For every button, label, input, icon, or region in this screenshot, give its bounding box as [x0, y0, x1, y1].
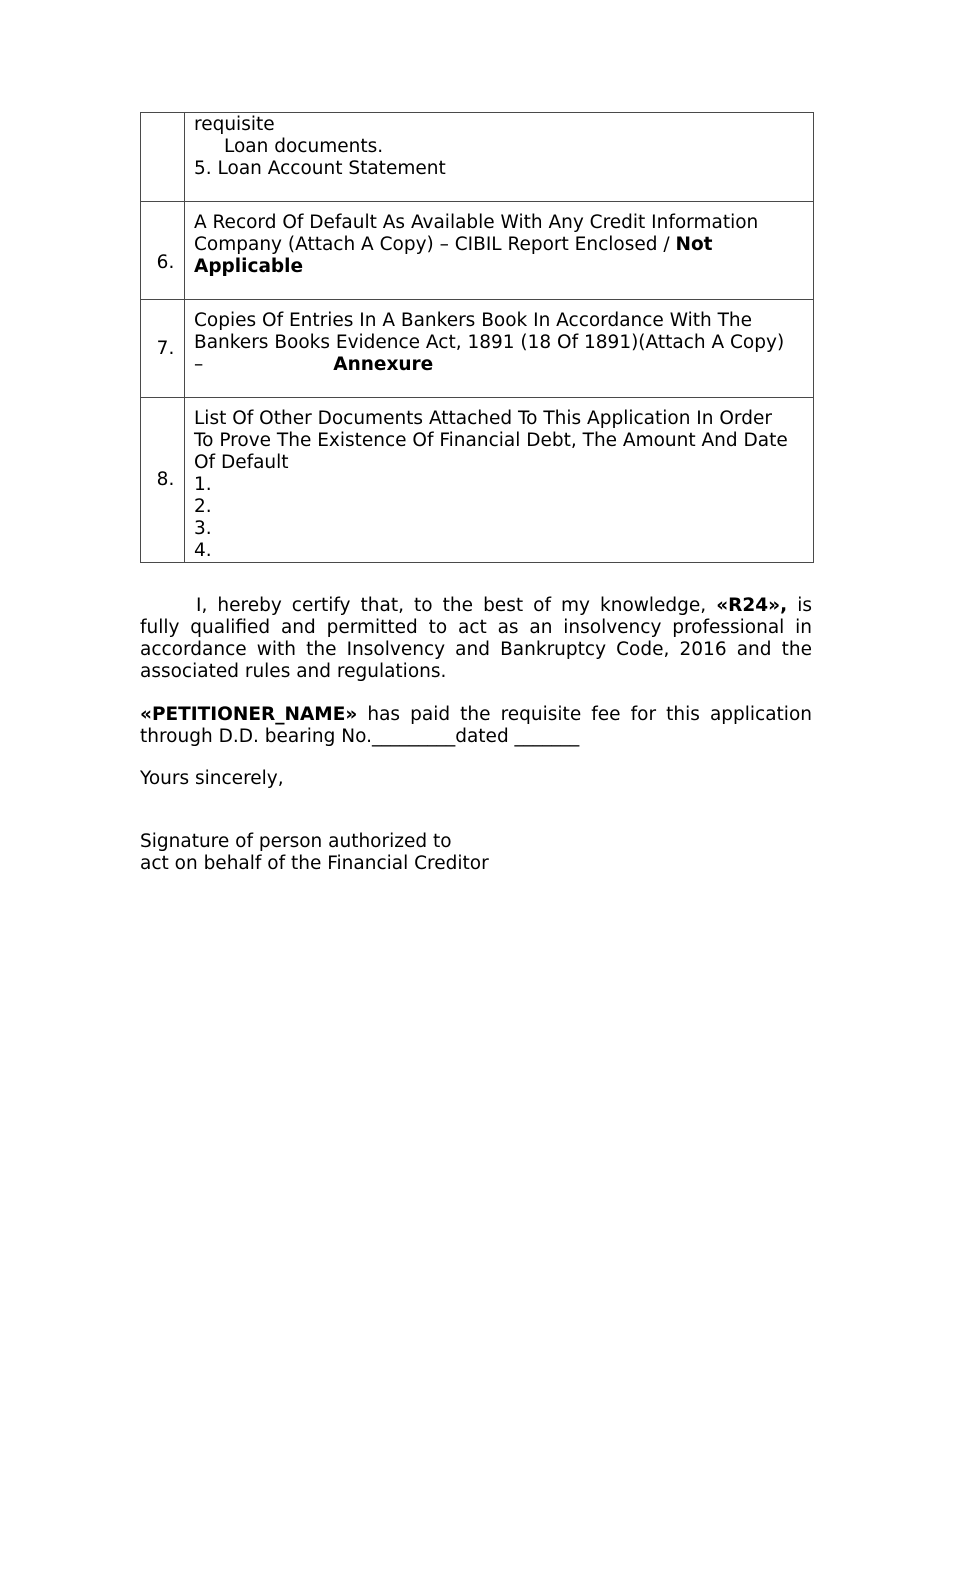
fee-paragraph [140, 704, 812, 748]
table-row [141, 398, 814, 563]
row-text-line: A Record Of Default As Available With Any Credit Information [194, 212, 759, 233]
row-content-cell [185, 300, 814, 398]
list-item: 2. [194, 496, 212, 517]
paragraph-line: fully qualified and permitted to act as an insolvency professional in [140, 617, 812, 638]
signature-line: act on behalf of the Financial Creditor [140, 853, 489, 874]
list-item: 1. [194, 474, 212, 495]
paragraph-line: «PETITIONER_NAME» has paid the requisite fee for this application [140, 704, 812, 725]
row-number-cell [141, 113, 185, 202]
row-text-line: – Annexure [194, 354, 434, 375]
row-number-cell: 7. [141, 300, 185, 398]
petitioner-name-placeholder: «PETITIONER_NAME» [140, 704, 358, 725]
row-content-cell [185, 202, 814, 300]
list-item: 4. [194, 540, 212, 561]
closing-text: Yours sincerely, [140, 768, 284, 789]
not-applicable-bold: Applicable [194, 256, 304, 277]
r24-placeholder: «R24», [716, 595, 788, 616]
annexure-bold: Annexure [333, 354, 434, 375]
signature-block [140, 831, 812, 875]
certification-paragraph [140, 595, 812, 683]
table-row [141, 202, 814, 300]
list-item: 3. [194, 518, 212, 539]
row-text-line: To Prove The Existence Of Financial Debt, The Amount And Date [194, 430, 788, 451]
row-text-line: Of Default [194, 452, 289, 473]
paragraph-line: associated rules and regulations. [140, 661, 447, 682]
row-number-cell: 8. [141, 398, 185, 563]
paragraph-line: accordance with the Insolvency and Bankruptcy Code, 2016 and the [140, 639, 812, 660]
signature-line: Signature of person authorized to [140, 831, 452, 852]
row-text-line: Loan documents. [224, 136, 384, 157]
row-text-line: List Of Other Documents Attached To This Application In Order [194, 408, 772, 429]
row-number-cell: 6. [141, 202, 185, 300]
row-text-line: Bankers Books Evidence Act, 1891 (18 Of 1891)(Attach A Copy) [194, 332, 785, 353]
paragraph-line: I, hereby certify that, to the best of my knowledge, «R24», is [196, 595, 812, 616]
not-applicable-bold: Not [675, 234, 713, 255]
row-content-cell [185, 398, 814, 563]
row-text-line: Copies Of Entries In A Bankers Book In Accordance With The [194, 310, 752, 331]
table-row [141, 113, 814, 202]
paragraph-line: through D.D. bearing No._________dated _______ [140, 726, 580, 747]
row-text-line: requisite [194, 114, 275, 135]
row-text-line: 5. Loan Account Statement [194, 158, 446, 179]
row-content-cell [185, 113, 814, 202]
documents-table [140, 112, 814, 563]
row-text-line: Company (Attach A Copy) – CIBIL Report Enclosed / Not [194, 234, 713, 255]
table-row [141, 300, 814, 398]
